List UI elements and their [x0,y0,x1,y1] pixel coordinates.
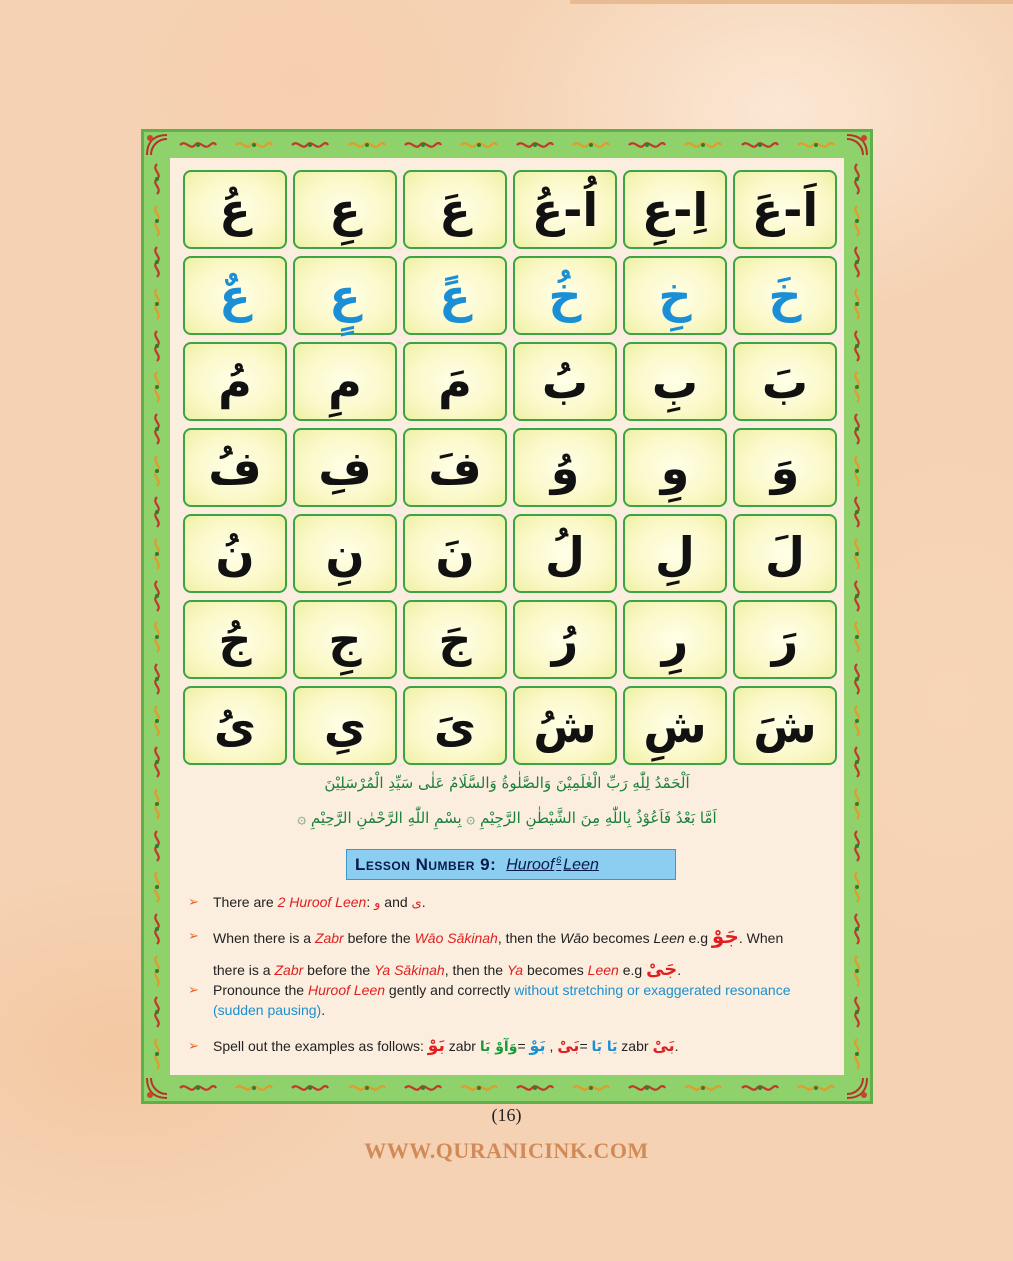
text: gently and correctly [385,982,515,998]
border-ornament-icon [515,138,555,152]
border-ornament-icon [150,662,164,696]
letter-card [623,256,727,335]
border-ornament-icon [150,745,164,779]
border-ornament-icon [150,287,164,321]
highlight: Zabr [274,962,304,978]
text: , [545,1038,558,1054]
border-ornament-icon [150,704,164,738]
letter-text: خَ [768,268,802,323]
letter-text: لِ [655,526,695,581]
letter-text: مُ [218,354,252,409]
letter-text: فِ [318,440,372,495]
letter-card [403,686,507,765]
border-ornament-icon [290,138,330,152]
letter-card [513,170,617,249]
text: zabr [444,1038,480,1054]
text: e.g [684,930,712,946]
border-ornament-icon [850,787,864,821]
arabic-praise-line: اَلْحَمْدُ لِلّٰهِ رَبِّ الْعٰلَمِيْنَ وَالصَّلٰوةُ وَالسَّلَامُ عَلٰى سَيِّدِ الْمُرْسَلِيْنَ [324,774,690,792]
border-ornament-icon [403,1081,443,1095]
letter-text: جِ [328,612,362,667]
border-ornament-icon [850,912,864,946]
text: When there is a [213,930,315,946]
letter-text: بَ [761,354,809,409]
text: , then the [497,930,561,946]
lesson-number: Lesson Number 9: [355,854,497,874]
letter-card [403,428,507,507]
border-ornament-icon [683,138,723,152]
border-top [170,134,844,156]
border-ornament-icon [403,138,443,152]
letter-text: مَ [438,354,472,409]
arabic-spelling: وَآوْ بَا [479,1039,518,1055]
lesson-bullets [188,892,836,1057]
border-ornament-icon [850,579,864,613]
border-ornament-icon [850,495,864,529]
bullet-arrow-icon: ➢ [188,928,199,943]
letter-card [623,170,727,249]
border-ornament-icon [850,1037,864,1071]
lesson-frame [141,129,873,1104]
border-ornament-icon [150,912,164,946]
highlight: Leen [587,962,619,978]
arabic-example: بَىْ [557,1036,580,1055]
letter-card [183,600,287,679]
highlight: Ya Sākinah [374,962,445,978]
highlight: Ya [506,962,524,978]
border-ornament-icon [234,1081,274,1095]
letter-card [623,514,727,593]
letter-text: شَ [753,698,817,753]
letter-text: عً [439,268,471,323]
arabic-ya: ى [411,896,422,911]
border-ornament-icon [850,745,864,779]
border-ornament-icon [850,412,864,446]
bullet-arrow-icon: ➢ [188,1038,199,1053]
border-ornament-icon [850,870,864,904]
letter-card [623,428,727,507]
border-ornament-icon [850,204,864,238]
border-ornament-icon [150,370,164,404]
border-ornament-icon [347,1081,387,1095]
border-ornament-icon [850,704,864,738]
border-ornament-icon [850,329,864,363]
border-ornament-icon [150,579,164,613]
bullet-item [188,892,836,914]
border-ornament-icon [150,870,164,904]
corner-ornament-icon [144,132,170,158]
letter-card [403,170,507,249]
border-ornament-icon [150,829,164,863]
letter-card [183,256,287,335]
letter-text: جُ [218,612,252,667]
letter-card [513,600,617,679]
border-ornament-icon [850,287,864,321]
letter-grid [183,170,837,765]
text: there is a [213,962,275,978]
letter-text: نَ [435,526,475,581]
letter-text: اُ-عُ [531,182,599,237]
text: zabr [617,1038,653,1054]
letter-text: اِ-عِ [641,182,709,237]
arabic-example: جَوْ [711,924,739,948]
letter-text: وِ [660,440,690,495]
text: . [421,894,426,910]
letter-card [513,514,617,593]
border-ornament-icon [796,138,836,152]
arabic-bismillah-line: اَمَّا بَعْدُ فَاَعُوْذُ بِاللّٰهِ مِنَ الشَّيْطٰنِ الرَّجِيْمِ ۞ بِسْمِ اللّٰهِ الرَّحْمٰنِ الرَّحِيْمِ ۞ [297,809,717,827]
border-ornament-icon [150,787,164,821]
letter-text: بُ [541,354,589,409]
arabic-wao: و [374,896,381,911]
letter-text: عَ [439,182,471,237]
letter-card [513,342,617,421]
letter-text: نِ [325,526,365,581]
highlight: Huroof Leen [307,982,386,998]
border-ornament-icon [150,412,164,446]
border-ornament-icon [290,1081,330,1095]
letter-text: رُ [551,612,579,667]
letter-card [733,600,837,679]
letter-text: نُ [215,526,255,581]
corner-ornament-icon [144,1075,170,1101]
letter-card [513,428,617,507]
text: There are [213,894,278,910]
border-ornament-icon [234,138,274,152]
border-ornament-icon [150,620,164,654]
corner-ornament-icon [844,132,870,158]
italic: Leen [653,930,685,946]
text: : [366,894,375,910]
letter-card [623,600,727,679]
letter-text: رَ [771,612,799,667]
letter-text: لَ [765,526,805,581]
bullet-arrow-icon: ➢ [188,982,199,997]
border-ornament-icon [459,138,499,152]
letter-text: شِ [643,698,707,753]
border-ornament-icon [627,1081,667,1095]
letter-card [733,342,837,421]
letter-card [293,170,397,249]
border-ornament-icon [850,162,864,196]
text: Pronounce the [213,982,308,998]
border-ornament-icon [150,1037,164,1071]
border-bottom [170,1077,844,1099]
letter-card [403,342,507,421]
border-ornament-icon [150,954,164,988]
bullet-line [213,960,836,980]
text: before the [343,930,415,946]
letter-text: فَ [428,440,482,495]
bullet-item [188,980,836,1020]
letter-card [293,600,397,679]
letter-card [183,342,287,421]
arabic-example: بَوْ [427,1036,445,1056]
border-ornament-icon [571,138,611,152]
border-ornament-icon [150,454,164,488]
lesson-subtitle-b: Leen [563,856,599,874]
letter-text: وُ [550,440,580,495]
text: = [517,1038,530,1054]
letter-card [403,256,507,335]
letter-card [293,514,397,593]
arabic-example: جَىْ [646,959,678,980]
letter-card [513,256,617,335]
letter-text: بِ [651,354,699,409]
border-ornament-icon [150,329,164,363]
border-ornament-icon [850,370,864,404]
border-ornament-icon [150,995,164,1029]
border-ornament-icon [796,1081,836,1095]
lesson-title-banner [346,849,676,880]
bullet-item [188,1036,836,1057]
letter-text: اَ-عَ [751,182,819,237]
arabic-example: بَىْ [652,1036,675,1055]
text: becomes [588,930,654,946]
highlight: Wāo Sākinah [414,930,498,946]
border-ornament-icon [850,620,864,654]
letter-card [733,428,837,507]
text: becomes [523,962,588,978]
letter-card [733,686,837,765]
border-ornament-icon [850,245,864,279]
border-ornament-icon [740,138,780,152]
border-ornament-icon [515,1081,555,1095]
letter-card [183,170,287,249]
text: = [579,1038,592,1054]
border-ornament-icon [347,138,387,152]
letter-card [293,686,397,765]
letter-card [293,256,397,335]
border-ornament-icon [150,162,164,196]
lesson-subtitle-a: Huroof [506,856,555,874]
text: e.g [618,962,647,978]
border-ornament-icon [627,138,667,152]
letter-card [403,514,507,593]
bullet-arrow-icon: ➢ [188,894,199,909]
letter-text: خِ [658,268,692,323]
letter-text: عُ [219,182,251,237]
border-ornament-icon [850,995,864,1029]
text: . [674,1038,679,1054]
text: before the [303,962,375,978]
letter-card [623,686,727,765]
border-ornament-icon [178,1081,218,1095]
border-ornament-icon [150,204,164,238]
blue-highlight: without stretching or exaggerated resonance (sudden pausing) [213,982,791,1018]
border-right [846,158,868,1075]
text: , then the [444,962,507,978]
letter-text: فُ [208,440,262,495]
letter-card [733,170,837,249]
border-ornament-icon [740,1081,780,1095]
text: . When [738,930,784,946]
letter-card [623,342,727,421]
letter-text: لُ [545,526,585,581]
border-ornament-icon [178,138,218,152]
letter-text: خُ [548,268,582,323]
lesson-subtitle [506,855,599,874]
arabic-result: بَوْ [529,1036,546,1055]
bullet-item [188,926,836,980]
letter-card [733,514,837,593]
letter-text: جَ [438,612,472,667]
border-ornament-icon [850,454,864,488]
letter-text: ىُ [213,698,257,753]
border-ornament-icon [850,662,864,696]
page-number: (16) [491,1105,522,1125]
italic: Wāo [560,930,589,946]
letter-text: رِ [661,612,689,667]
highlight: 2 Huroof Leen [277,894,367,910]
text: . [677,962,682,978]
border-ornament-icon [850,954,864,988]
website-url[interactable]: WWW.QURANICINK.COM [364,1138,649,1163]
lesson-subtitle-symbol: 6 [556,854,562,865]
border-left [146,158,168,1075]
arabic-spelling: يَا بَا [591,1039,618,1055]
letter-text: عٌ [219,268,251,323]
corner-ornament-icon [844,1075,870,1101]
letter-text: شُ [533,698,597,753]
top-decorative-line [570,0,1013,4]
letter-text: عِ [329,182,361,237]
letter-card [183,514,287,593]
letter-text: عٍ [329,268,361,323]
text: Spell out the examples as follows: [213,1038,428,1054]
letter-card [403,600,507,679]
lesson-content [170,158,844,1075]
border-ornament-icon [571,1081,611,1095]
letter-text: ىِ [323,698,367,753]
text: and [380,894,412,910]
text: . [321,1002,326,1018]
border-ornament-icon [459,1081,499,1095]
letter-text: ىَ [433,698,477,753]
letter-text: مِ [328,354,362,409]
border-ornament-icon [850,537,864,571]
letter-text: وَ [770,440,800,495]
letter-card [183,686,287,765]
highlight: Zabr [314,930,344,946]
border-ornament-icon [683,1081,723,1095]
letter-card [183,428,287,507]
border-ornament-icon [150,245,164,279]
border-ornament-icon [150,537,164,571]
letter-card [733,256,837,335]
letter-card [513,686,617,765]
border-ornament-icon [850,829,864,863]
letter-card [293,342,397,421]
border-ornament-icon [150,495,164,529]
letter-card [293,428,397,507]
